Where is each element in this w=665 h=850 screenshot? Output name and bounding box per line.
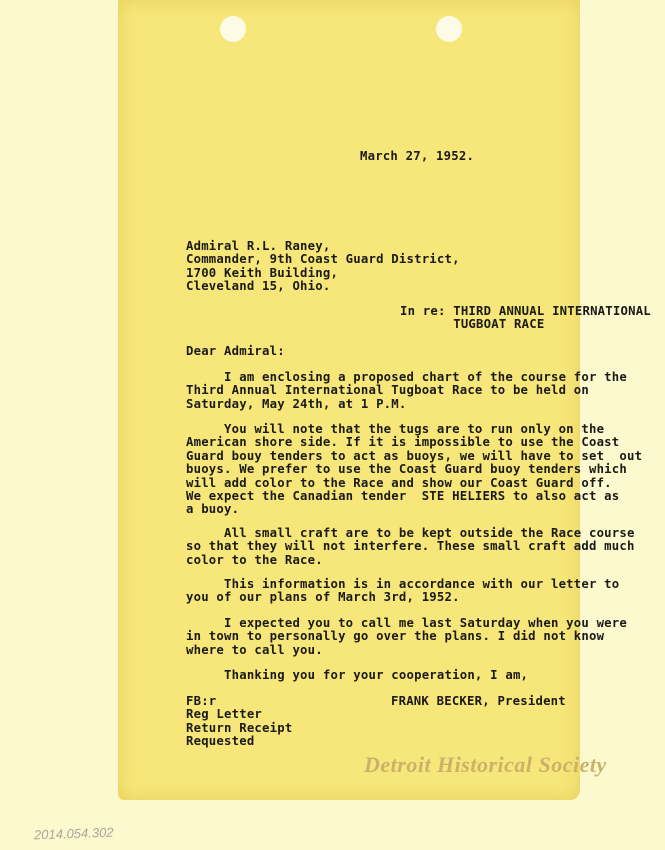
punch-hole-left (220, 16, 246, 42)
watermark-text: Detroit Historical Society (364, 752, 607, 777)
letter-date: March 27, 1952. (360, 149, 475, 163)
closing-line: Thanking you for your cooperation, I am, (186, 668, 529, 682)
paragraph-3: All small craft are to be kept outside the Race course so that they will not interfere. These small craft add much color to the Race. (186, 526, 635, 567)
salutation: Dear Admiral: (186, 344, 285, 358)
signature-line: FRANK BECKER, President (391, 694, 566, 708)
paragraph-1: I am enclosing a proposed chart of the course for the Third Annual International Tugboat Race to be held on Saturday, May 24th, at 1 P.M. (186, 370, 627, 411)
punch-hole-right (436, 16, 462, 42)
paragraph-5: I expected you to call me last Saturday when you were in town to personally go over the plans. I did not know where to call you. (186, 616, 627, 657)
recipient-address: Admiral R.L. Raney, Commander, 9th Coast Guard District, 1700 Keith Building, Cleveland 15, Ohio. (186, 239, 460, 294)
accession-number: 2014.054.302 (33, 824, 114, 843)
subject-line: In re: THIRD ANNUAL INTERNATIONAL TUGBOAT RACE (400, 304, 651, 332)
paragraph-2: You will note that the tugs are to run only on the American shore side. If it is impossible to use the Coast Guard bouy tenders to act as buoys, we will have to set out buoys. We prefer to use the Coast Guard buoy tenders which will add color to the Race and show our Coast Guard off. We expect the Canadian tender STE HELIERS to also act as a buoy. (186, 422, 643, 517)
paragraph-4: This information is in accordance with our letter to you of our plans of March 3rd, 1952. (186, 577, 620, 605)
typist-initials-notes: FB:r Reg Letter Return Receipt Requested (186, 694, 293, 749)
